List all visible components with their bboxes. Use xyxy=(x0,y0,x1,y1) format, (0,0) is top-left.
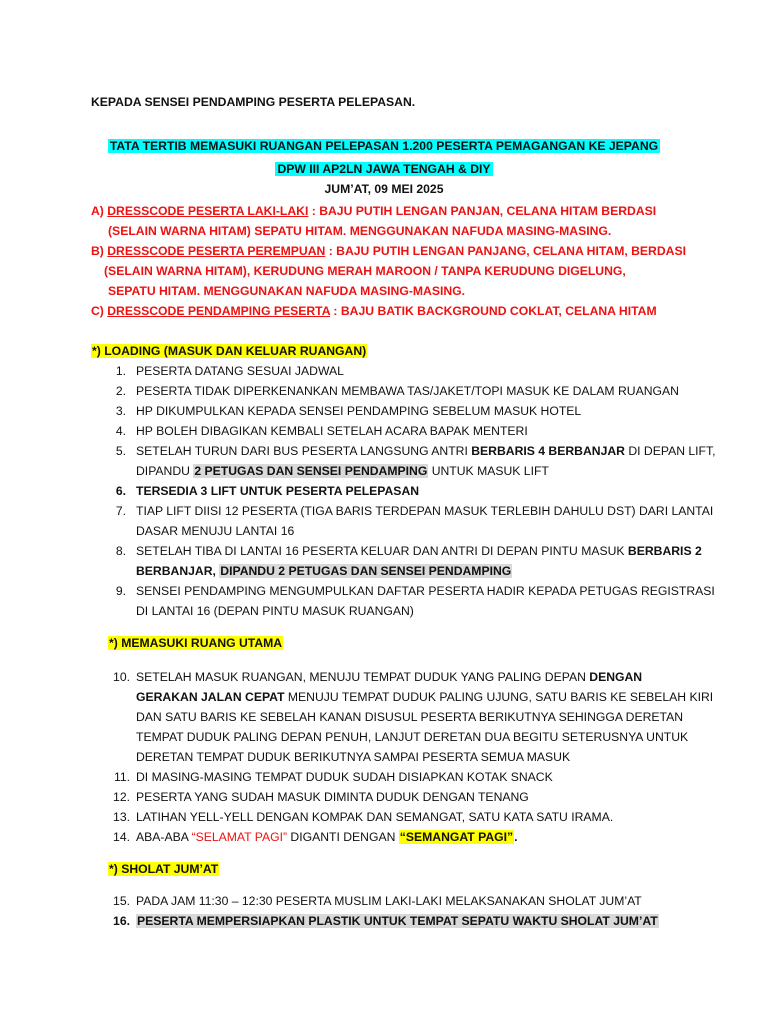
list-text-part: DIGANTI DENGAN xyxy=(287,830,399,844)
section-heading-main-text: *) MEMASUKI RUANG UTAMA xyxy=(109,636,283,650)
list-text-part: MENUJU TEMPAT DUDUK PALING UJUNG, SATU BARIS KE SEBELAH KIRI xyxy=(284,690,714,704)
list-number: 4. xyxy=(115,424,126,438)
list-text: DI LANTAI 16 (DEPAN PINTU MASUK RUANGAN) xyxy=(136,604,414,618)
list-text: DERETAN TEMPAT DUDUK BERIKUTNYA SAMPAI PESERTA SEMUA MASUK xyxy=(136,750,571,764)
dresscode-a xyxy=(91,202,656,220)
dresscode-c xyxy=(91,302,657,320)
list-text: TIAP LIFT DIISI 12 PESERTA (TIGA BARIS TERDEPAN MASUK TERLEBIH DAHULU DST) DARI LANTAI xyxy=(136,504,714,518)
list-number: 6. xyxy=(115,484,126,498)
list-number: 13. xyxy=(113,810,130,824)
title-line-1 xyxy=(0,137,768,155)
list-text: HP BOLEH DIBAGIKAN KEMBALI SETELAH ACARA BAPAK MENTERI xyxy=(136,424,528,438)
list-text: PESERTA DATANG SESUAI JADWAL xyxy=(136,364,344,378)
list-text: LATIHAN YELL-YELL DENGAN KOMPAK DAN SEMANGAT, SATU KATA SATU IRAMA. xyxy=(136,810,614,824)
list-number: 1. xyxy=(115,364,126,378)
list-text xyxy=(136,668,642,686)
list-text xyxy=(136,462,549,480)
title-line-1-text: TATA TERTIB MEMASUKI RUANGAN PELEPASAN 1.200 PESERTA PEMAGANGAN KE JEPANG xyxy=(109,139,659,153)
list-text xyxy=(136,912,659,930)
list-number: 5. xyxy=(115,444,126,458)
list-text: DAN SATU BARIS KE SEBELAH KANAN DISUSUL PESERTA BERIKUTNYA SEHINGGA DERETAN xyxy=(136,710,683,724)
list-number: 14. xyxy=(113,830,130,844)
list-text-part: DIPANDU xyxy=(136,464,194,478)
section-heading-sholat xyxy=(108,860,219,878)
list-text: TERSEDIA 3 LIFT UNTUK PESERTA PELEPASAN xyxy=(136,484,420,498)
list-number: 9. xyxy=(115,584,126,598)
list-number: 12. xyxy=(113,790,130,804)
list-text xyxy=(136,688,713,706)
document-date: JUM’AT, 09 MEI 2025 xyxy=(324,182,444,196)
list-number: 16. xyxy=(113,914,130,928)
list-text: PESERTA YANG SUDAH MASUK DIMINTA DUDUK DENGAN TENANG xyxy=(136,790,529,804)
list-text xyxy=(136,542,702,560)
list-text-part: ABA-ABA xyxy=(136,830,192,844)
greeting: KEPADA SENSEI PENDAMPING PESERTA PELEPASAN. xyxy=(91,95,416,109)
section-heading-main xyxy=(108,634,283,652)
list-text-part: DI DEPAN LIFT, xyxy=(624,444,716,458)
dresscode-b xyxy=(91,242,686,260)
list-text xyxy=(136,442,715,460)
list-number: 15. xyxy=(113,894,130,908)
section-heading-loading xyxy=(91,342,367,360)
list-text-part: UNTUK MASUK LIFT xyxy=(428,464,549,478)
title-line-2-text: DPW III AP2LN JAWA TENGAH & DIY xyxy=(277,162,491,176)
dresscode-a-cont: (SELAIN WARNA HITAM) SEPATU HITAM. MENGGUNAKAN NAFUDA MASING-MASING. xyxy=(108,224,612,238)
dresscode-a-prefix: A) xyxy=(91,204,108,218)
list-text-emphasis: BERBANJAR, xyxy=(136,564,220,578)
list-text-emphasis: DENGAN xyxy=(589,670,643,684)
list-text-emphasis: BERBARIS 4 BERBANJAR xyxy=(471,444,625,458)
list-text: HP DIKUMPULKAN KEPADA SENSEI PENDAMPING SEBELUM MASUK HOTEL xyxy=(136,404,582,418)
list-text: TEMPAT DUDUK PALING DEPAN PENUH, LANJUT DERETAN DUA BEGITU SETERUSNYA UNTUK xyxy=(136,730,689,744)
list-text-red: “SELAMAT PAGI” xyxy=(191,830,288,844)
title-line-2 xyxy=(0,160,768,178)
list-text-highlight: 2 PETUGAS DAN SENSEI PENDAMPING xyxy=(194,464,428,478)
dresscode-c-label: DRESSCODE PENDAMPING PESERTA xyxy=(107,304,331,318)
dresscode-b-text: : BAJU PUTIH LENGAN PANJANG, CELANA HITAM, BERDASI xyxy=(325,244,686,258)
dresscode-c-text: : BAJU BATIK BACKGROUND COKLAT, CELANA HITAM xyxy=(330,304,657,318)
list-text: DASAR MENUJU LANTAI 16 xyxy=(136,524,295,538)
list-text-emphasis: BERBARIS 2 xyxy=(627,544,702,558)
list-number: 2. xyxy=(115,384,126,398)
list-number: 11. xyxy=(113,770,130,784)
list-number: 8. xyxy=(115,544,126,558)
list-text-part: . xyxy=(514,830,518,844)
list-text-part: SETELAH TURUN DARI BUS PESERTA LANGSUNG ANTRI xyxy=(136,444,472,458)
dresscode-b-cont-2: SEPATU HITAM. MENGGUNAKAN NAFUDA MASING-MASING. xyxy=(108,284,466,298)
list-text-emphasis: GERAKAN JALAN CEPAT xyxy=(136,690,285,704)
list-text: PADA JAM 11:30 – 12:30 PESERTA MUSLIM LAKI-LAKI MELAKSANAKAN SHOLAT JUM’AT xyxy=(136,894,642,908)
list-text-highlight: DIPANDU 2 PETUGAS DAN SENSEI PENDAMPING xyxy=(220,564,512,578)
list-text-highlight: PESERTA MEMPERSIAPKAN PLASTIK UNTUK TEMPAT SEPATU WAKTU SHOLAT JUM’AT xyxy=(137,914,658,928)
list-text: PESERTA TIDAK DIPERKENANKAN MEMBAWA TAS/JAKET/TOPI MASUK KE DALAM RUANGAN xyxy=(136,384,679,398)
list-number: 7. xyxy=(115,504,126,518)
dresscode-b-label: DRESSCODE PESERTA PEREMPUAN xyxy=(107,244,326,258)
list-text xyxy=(136,562,512,580)
dresscode-c-prefix: C) xyxy=(91,304,108,318)
dresscode-b-cont-1: (SELAIN WARNA HITAM), KERUDUNG MERAH MAROON / TANPA KERUDUNG DIGELUNG, xyxy=(104,264,626,278)
list-text xyxy=(136,828,517,846)
list-text-highlight: “SEMANGAT PAGI” xyxy=(399,830,514,844)
section-heading-loading-text: *) LOADING (MASUK DAN KELUAR RUANGAN) xyxy=(92,344,367,358)
list-text-part: SETELAH MASUK RUANGAN, MENUJU TEMPAT DUDUK YANG PALING DEPAN xyxy=(136,670,590,684)
list-text: SENSEI PENDAMPING MENGUMPULKAN DAFTAR PESERTA HADIR KEPADA PETUGAS REGISTRASI xyxy=(136,584,715,598)
dresscode-b-prefix: B) xyxy=(91,244,108,258)
section-heading-sholat-text: *) SHOLAT JUM’AT xyxy=(109,862,219,876)
list-number: 3. xyxy=(115,404,126,418)
list-text: DI MASING-MASING TEMPAT DUDUK SUDAH DISIAPKAN KOTAK SNACK xyxy=(136,770,553,784)
list-text-part: SETELAH TIBA DI LANTAI 16 PESERTA KELUAR DAN ANTRI DI DEPAN PINTU MASUK xyxy=(136,544,628,558)
dresscode-a-text: : BAJU PUTIH LENGAN PANJAN, CELANA HITAM BERDASI xyxy=(308,204,657,218)
dresscode-a-label: DRESSCODE PESERTA LAKI-LAKI xyxy=(107,204,309,218)
list-number: 10. xyxy=(113,670,130,684)
